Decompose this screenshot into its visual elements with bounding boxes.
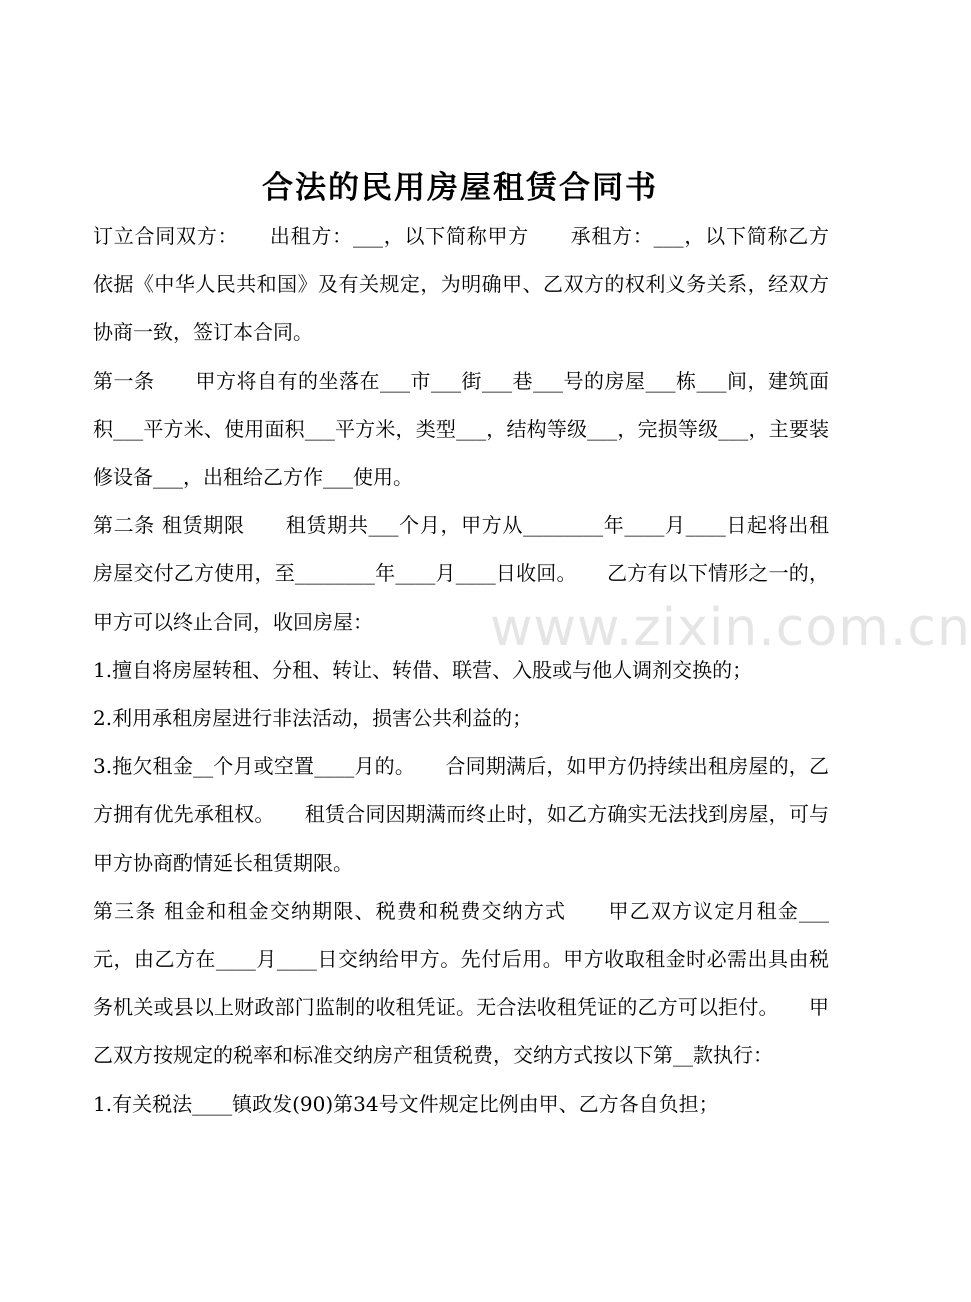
document-title: 合法的民用房屋租赁合同书: [262, 170, 658, 206]
paragraph-parties: 订立合同双方： 出租方：___，以下简称甲方 承租方：___，以下简称乙方 依据《中华人民共和国》及有关规定，为明确甲、乙双方的权利义务关系，经双方协商一致，签订本合同。: [93, 224, 869, 345]
paragraph-article-3: 第三条 租金和租金交纳期限、税费和税费交纳方式 甲乙双方议定月租金___元，由乙方在____月____日交纳给甲方。先付后用。甲方收取租金时必需出具由税务机关或县以上财政部门监制的收租凭证。无合法收租凭证的乙方可以拒付。 甲乙双方按规定的税率和标准交纳房产租赁税费，交纳方式按以下第__款执行：: [93, 898, 829, 1068]
paragraph-article-1: 第一条 甲方将自有的坐落在___市___街___巷___号的房屋___栋___间，建筑面积___平方米、使用面积___平方米，类型___，结构等级___，完损等级___，主要装修设备___，出租给乙方作___使用。: [93, 368, 829, 490]
paragraph-clause-1: 1.擅自将房屋转租、分租、转让、转借、联营、入股或与他人调剂交换的；: [93, 657, 753, 682]
paragraph-clause-3: 3.拖欠租金__个月或空置____月的。 合同期满后，如甲方仍持续出租房屋的，乙方拥有优先承租权。 租赁合同因期满而终止时，如乙方确实无法找到房屋，可与甲方协商酌情延长租赁期限。: [93, 754, 829, 875]
document-body: [93, 212, 869, 1128]
paragraph-article-2: 第二条 租赁期限 租赁期共___个月，甲方从________年____月____日起将出租房屋交付乙方使用，至________年____月____日收回。 乙方有以下情形之一的，甲方可以终止合同，收回房屋：: [93, 513, 829, 634]
watermark-text: www.zixin.com.cn: [490, 598, 971, 658]
paragraph-tax-clause-1: 1.有关税法____镇政发(90)第34号文件规定比例由甲、乙方各自负担；: [93, 1091, 719, 1116]
paragraph-clause-2: 2.利用承租房屋进行非法活动，损害公共利益的；: [93, 706, 533, 731]
